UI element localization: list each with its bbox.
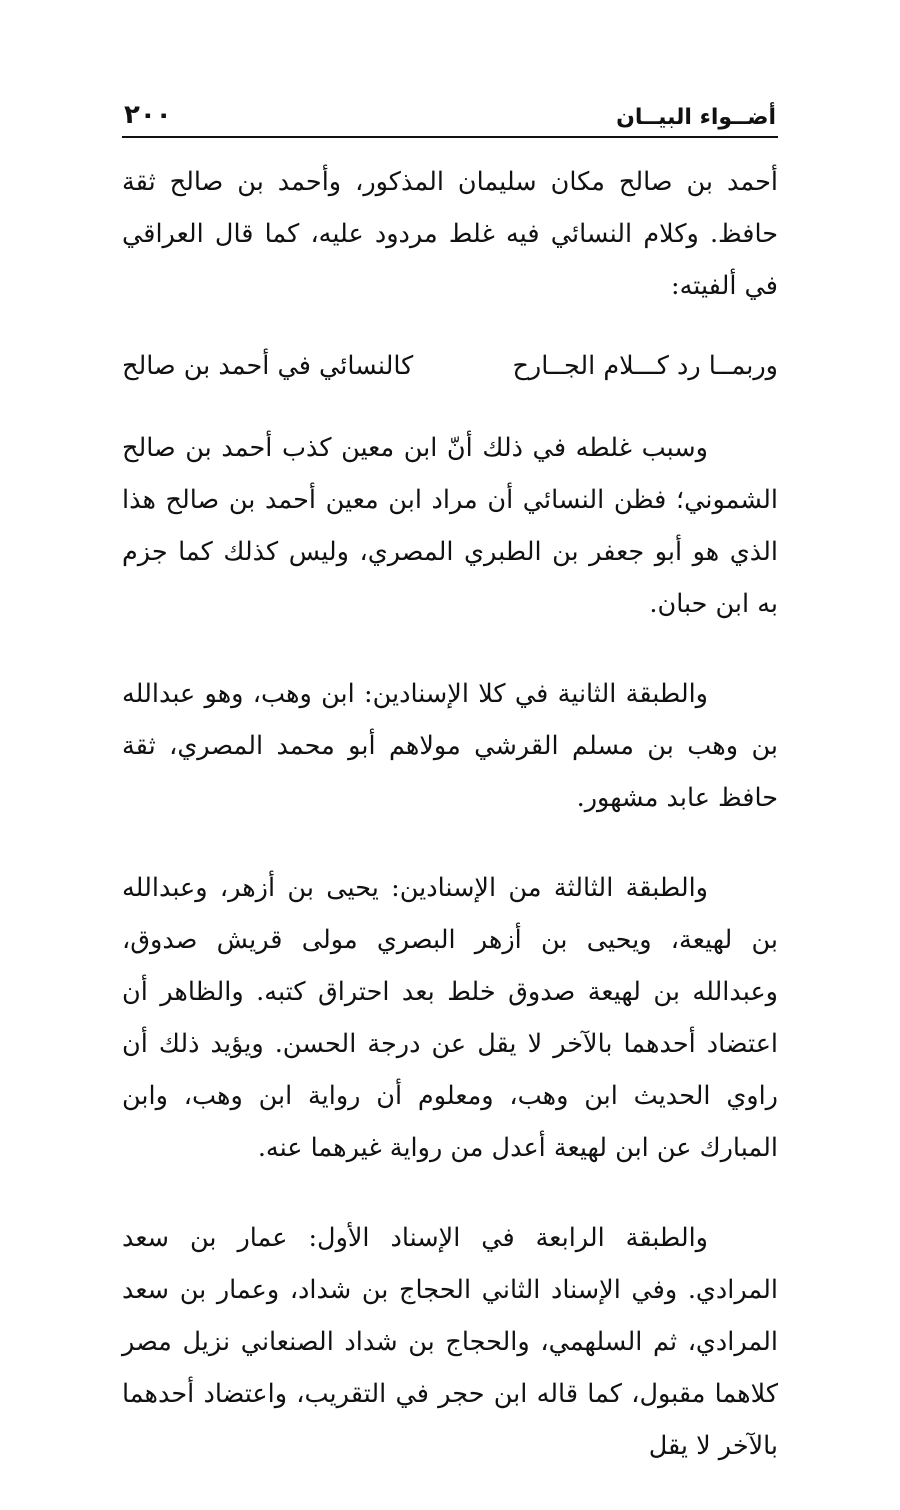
page-number: ٢٠٠: [124, 100, 172, 130]
page-header: [122, 92, 778, 138]
verse-second-hemistich: كالنسائي في أحمد بن صالح: [122, 351, 414, 381]
paragraph-3: والطبقة الثانية في كلا الإسنادين: ابن وهب، وهو عبدالله بن وهب بن مسلم القرشي مولاهم أبو محمد المصري، ثقة حافظ عابد مشهور.: [122, 679, 778, 813]
paragraph-1: أحمد بن صالح مكان سليمان المذكور، وأحمد بن صالح ثقة حافظ. وكلام النسائي فيه غلط مردود عليه، كما قال العراقي في ألفيته:: [122, 167, 778, 301]
page-body: [122, 156, 778, 1472]
verse-first-hemistich: وربمــا رد كـــلام الجــارح: [512, 351, 778, 381]
running-title: أضــواء البيــان: [616, 105, 776, 130]
paragraph-4: والطبقة الثالثة من الإسنادين: يحيى بن أزهر، وعبدالله بن لهيعة، ويحيى بن أزهر البصري مولى قريش صدوق، وعبدالله بن لهيعة صدوق خلط بعد احتراق كتبه. والظاهر أن اعتضاد أحدهما بالآخر لا يقل عن درجة الحسن. ويؤيد ذلك أن راوي الحديث ابن وهب، ومعلوم أن رواية ابن وهب، وابن المبارك عن ابن لهيعة أعدل من رواية غيرهما عنه.: [122, 873, 778, 1163]
paragraph-5: والطبقة الرابعة في الإسناد الأول: عمار بن سعد المرادي. وفي الإسناد الثاني الحجاج بن شداد، وعمار بن سعد المرادي، ثم السلهمي، والحجاج بن شداد الصنعاني نزيل مصر كلاهما مقبول، كما قاله ابن حجر في التقريب، واعتضاد أحدهما بالآخر لا يقل: [122, 1223, 778, 1461]
book-page: [122, 92, 778, 1510]
poetry-verse: [122, 340, 778, 392]
paragraph-2: وسبب غلطه في ذلك أنّ ابن معين كذب أحمد بن صالح الشموني؛ فظن النسائي أن مراد ابن معين أحمد بن صالح هذا الذي هو أبو جعفر بن الطبري المصري، وليس كذلك كما جزم به ابن حبان.: [122, 433, 778, 619]
